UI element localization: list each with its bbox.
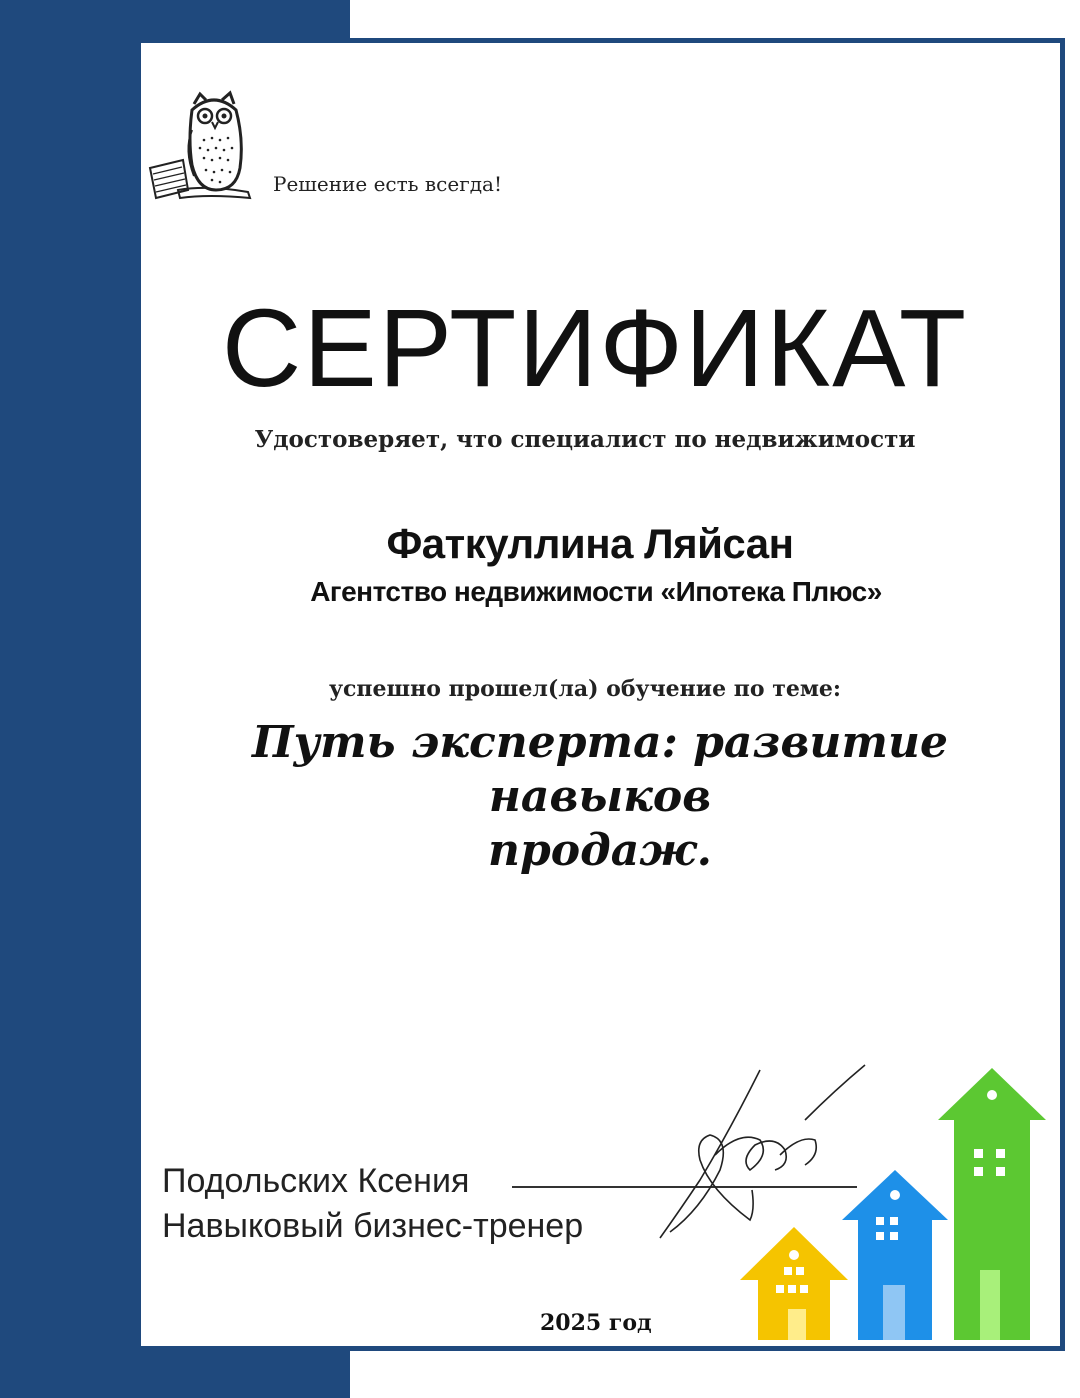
owl-logo-icon [148, 90, 268, 205]
year: 2025 год [540, 1310, 652, 1336]
recipient-name: Фаткуллина Ляйсан [386, 520, 794, 567]
blue-house-icon [842, 1170, 948, 1340]
course-topic [180, 716, 1020, 878]
recipient-agency: Агентство недвижимости «Ипотека Плюс» [310, 576, 882, 607]
slogan: Решение есть всегда! [273, 172, 502, 196]
houses-illustration [740, 1065, 1050, 1345]
green-house-icon [938, 1068, 1046, 1340]
certificate-subtitle: Удостоверяет, что специалист по недвижимости [254, 426, 916, 453]
yellow-house-icon [740, 1227, 848, 1340]
course-topic-line2: продаж. [488, 825, 712, 876]
trainer-role: Навыковый бизнес-тренер [162, 1207, 584, 1245]
completed-text: успешно прошел(ла) обучение по теме: [328, 676, 842, 702]
trainer-name: Подольских Ксения [162, 1162, 470, 1200]
course-topic-line1: Путь эксперта: развитие навыков [252, 717, 948, 822]
certificate-title: СЕРТИФИКАТ [221, 287, 969, 410]
